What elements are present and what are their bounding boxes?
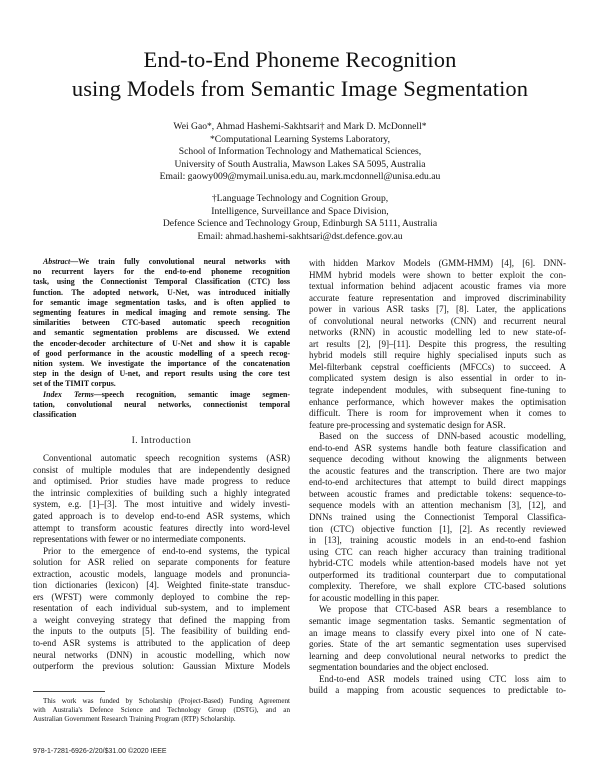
text-line: outperformed its traditional counterpart due to computational <box>309 569 566 580</box>
text-line: hybrid models still require highly specialised inputs such as <box>309 350 566 361</box>
text-line: power in various ASR tasks [7], [8]. Later, the applications <box>309 304 566 315</box>
affiliation-line: †Language Technology and Cognition Group, <box>211 192 389 204</box>
intro-paragraph-2 <box>33 546 290 673</box>
abstract-line: step in the design of U-net, and report results using the core test <box>33 369 290 379</box>
affiliation-line: University of South Australia, Mawson Lakes SA 5095, Australia <box>174 158 426 170</box>
text-line: art results [2], [9]–[11]. Despite this progress, the resulting <box>309 338 566 349</box>
text-line: and optimised. Prior studies have made progress to reduce <box>33 476 290 487</box>
text-line: tion dictionaries (lexicon) [4]. Weighted finite-state transduc- <box>33 580 290 591</box>
abstract-line: and semantic segmentation problems are discussed. We extend <box>33 328 290 338</box>
abstract-line: function. The adopted network, U-Net, was introduced initially <box>33 287 290 297</box>
text-line: learning and deep convolutional neural networks to predict the <box>309 650 566 661</box>
text-line: HMM hybrid models were shown to better exploit the con- <box>309 269 566 280</box>
affiliation-line: Defence Science and Technology Group, Edinburgh SA 5111, Australia <box>162 218 438 230</box>
abstract-label: Abstract <box>43 257 71 266</box>
index-terms-line: tation, convolutional neural networks, connectionist temporal <box>33 399 290 409</box>
text-line: Mel-filterbank cepstral coefficients (MFCCs) to succeed. A <box>309 361 566 372</box>
author-names: Wei Gao*, Ahmad Hashemi-Sakhtsari† and Mark D. McDonnell* <box>173 121 427 132</box>
footnote-line: This work was funded by Scholarship (Project-Based) Funding Agreement <box>43 697 290 705</box>
text-line: neural networks (DNN) in acoustic modelling, which now <box>33 649 290 660</box>
text-line: in [13], training acoustic models in an end-to-end fashion <box>309 535 566 546</box>
footnote-line: with Australia's Defence Science and Technology Group (DSTG), and an <box>33 706 290 715</box>
abstract-line: no recurrent layers for the end-to-end phoneme recognition <box>33 267 290 277</box>
index-terms-line: classification <box>33 410 77 420</box>
text-line: Based on the success of DNN-based acoustic modelling, <box>319 431 566 442</box>
text-line: for acoustic modelling in this paper. <box>309 592 440 603</box>
text-line: tegrate independent modules, with subsequent fine-tuning to <box>309 385 566 396</box>
text-line: to-end ASR systems is attributed to the application of deep <box>33 638 290 648</box>
text-line: networks (RNN) in acoustic modelling led to new state-of- <box>309 327 566 338</box>
text-line: gated approach is to develop end-to-end ASR systems, which <box>33 510 290 521</box>
text-line: build a mapping from acoustic sequences to predictable to- <box>309 685 566 696</box>
text-line: the acoustic features and the transcription. There are two major <box>309 465 566 476</box>
page-footer: 978-1-7281-6926-2/20/$31.00 ©2020 IEEE <box>33 748 167 755</box>
right-paragraph-1 <box>309 258 566 431</box>
footnote-rule <box>33 691 105 692</box>
right-paragraph-2 <box>309 431 566 604</box>
text-line: end-to-end architectures that attempt to build direct mappings <box>309 477 566 488</box>
text-line: We propose that CTC-based ASR bears a resemblance to <box>319 604 566 615</box>
title-line-1: End-to-End Phoneme Recognition <box>143 47 457 72</box>
affiliation-email: Email: ahmad.hashemi-sakhtsari@dst.defence.gov.au <box>197 230 403 242</box>
abstract-line: Abstract—We train fully convolutional neural networks with <box>43 257 290 266</box>
text-line: difficult. There is room for improvement when it comes to <box>309 408 566 419</box>
paper-title <box>40 45 560 103</box>
text-line: outperform the previous solution: Gaussian Mixture Models <box>33 661 290 672</box>
text-line: with hidden Markov Models (GMM-HMM) [4], [6]. DNN- <box>309 258 566 268</box>
text-line: extraction, acoustic models, language models and pronuncia- <box>33 568 290 579</box>
text-line: Conventional automatic speech recognition systems (ASR) <box>43 453 290 464</box>
text-line: End-to-end ASR models trained using CTC loss aim to <box>319 673 566 684</box>
title-line-2: using Models from Semantic Image Segmentation <box>71 76 529 101</box>
index-terms-label: Index Terms <box>43 389 94 399</box>
abstract-line: of good performance in the acoustic modelling of a speech recog- <box>33 348 290 358</box>
text-line: tion (CTC) objective function [1], [2]. As recently reviewed <box>309 523 566 534</box>
abstract-line: set of the TIMIT corpus. <box>33 379 116 389</box>
affiliation-line: Intelligence, Surveillance and Space Division, <box>211 205 389 217</box>
abstract-line: similarities between CTC-based automatic speech recognition <box>33 318 290 328</box>
right-paragraph-3 <box>309 604 566 673</box>
abstract-line: nition system. We investigate the importance of the concatenation <box>33 359 290 369</box>
text-line: an image means to classify every pixel into one of N cate- <box>309 627 566 638</box>
text-line: complexity. Therefore, we shall explore CTC-based solutions <box>309 581 566 592</box>
text-line: semantic image segmentation tasks. Semantic segmentation of <box>309 615 566 626</box>
section-heading: I. Introduction <box>131 435 192 446</box>
text-line: solution for ASR relied on separate components for feature <box>33 557 290 568</box>
text-line: sequence models with an attention mechanism [3], [12], and <box>309 500 566 511</box>
text-line: a weight conveying strategy that defined the mapping from <box>33 614 290 625</box>
text-line: using CTC can reach higher accuracy than training traditional <box>309 546 566 557</box>
text-line: DNNs trained using the Connectionist Temporal Classifica- <box>309 512 566 523</box>
right-column <box>309 258 566 697</box>
text-line: representations with fewer or no intermediate components. <box>33 534 246 545</box>
abstract-line: the encoder-decoder architecture of U-Net and show it is capable <box>33 338 290 348</box>
abstract-line: segmenting features in medical imaging and remote sensing. The <box>33 308 290 318</box>
text-line: accurate feature representation and improved discriminability <box>309 292 566 303</box>
text-line: resentation of each individual sub-system, and to implement <box>33 603 290 614</box>
text-line: of convolutional neural networks (CNN) and recurrent neural <box>309 315 566 326</box>
footnote <box>33 697 290 725</box>
affiliation-line: School of Information Technology and Mathematical Sciences, <box>178 146 422 158</box>
text-line: the intrinsic complexities of building such a highly integrated <box>33 487 290 498</box>
text-line: segmentation boundaries and the object enclosed. <box>309 662 489 673</box>
right-paragraph-4 <box>309 674 566 697</box>
text-line: feature pre-processing and systematic design for ASR. <box>309 419 506 430</box>
footnote-line: Australian Government Research Training Program (RTP) Scholarship. <box>33 715 236 724</box>
text-line: hybrid-CTC models while attention-based models have not yet <box>309 558 566 569</box>
intro-paragraph-1 <box>33 453 290 545</box>
abstract-line: for semantic image segmentation tasks, and is often applied to <box>33 297 290 307</box>
text-line: system, e.g. [1]–[3]. The most intuitive and widely investi- <box>33 499 290 510</box>
index-terms-line: Index Terms—speech recognition, semantic image segmen- <box>43 389 290 399</box>
text-line: enhance performance, which however makes the optimisation <box>309 396 566 407</box>
left-column <box>33 257 290 673</box>
abstract <box>33 257 290 420</box>
abstract-line: task, using the Connectionist Temporal Classification (CTC) loss <box>33 277 290 287</box>
affiliation-line: *Computational Learning Systems Laboratory, <box>209 133 391 145</box>
text-line: consist of multiple modules that are independently designed <box>33 464 290 475</box>
text-line: end-to-end ASR systems handle both feature classification and <box>309 442 566 453</box>
author-block <box>80 121 520 243</box>
text-line: between acoustic frames and predictable tokens: sequence-to- <box>309 488 566 499</box>
affiliation-email: Email: gaowy009@mymail.unisa.edu.au, mark.mcdonnell@unisa.edu.au <box>159 171 441 183</box>
text-line: complicated system design is also essential in order to in- <box>309 373 566 384</box>
text-line: the inputs to the outputs [5]. The feasibility of building end- <box>33 626 290 637</box>
text-line: Prior to the emergence of end-to-end systems, the typical <box>43 545 290 556</box>
text-line: ers (WFST) were commonly deployed to combine the rep- <box>33 591 290 602</box>
text-line: gories. State of the art semantic segmentation uses supervised <box>309 639 566 650</box>
text-line: sequence decoding without knowing the alignments between <box>309 454 566 465</box>
text-line: attempt to transform acoustic features directly into word-level <box>33 522 290 533</box>
text-line: textual information behind adjacent acoustic frames via more <box>309 281 566 292</box>
